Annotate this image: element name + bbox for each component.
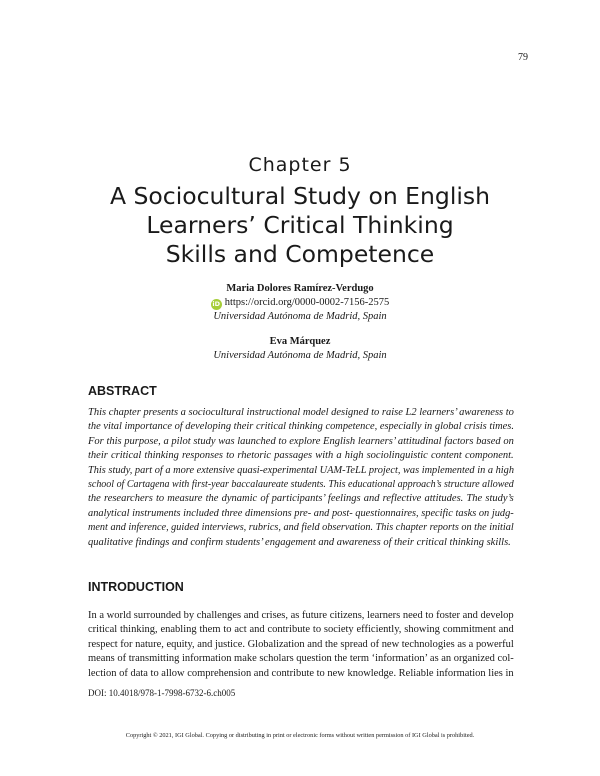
introduction-heading: INTRODUCTION: [88, 580, 184, 594]
title-line: Skills and Competence: [165, 240, 435, 268]
text-line: means of transmitting information make scholars question the term ‘information’ as an organized col-: [88, 653, 514, 665]
author-name: Maria Dolores Ramírez-Verdugo: [226, 283, 374, 294]
title-line: Learners’ Critical Thinking: [146, 211, 454, 239]
author-orcid: [0, 297, 600, 310]
text-line: critical thinking, enabling them to act and contribute to society efficiently, showing commitment and: [88, 624, 514, 636]
doi[interactable]: DOI: 10.4018/978-1-7998-6732-6.ch005: [88, 688, 236, 698]
orcid-link[interactable]: https://orcid.org/0000-0002-7156-2575: [224, 297, 390, 308]
text-line: the researchers to measure the dynamic of participants’ feelings and reflective attitudes. The study’s: [88, 493, 514, 505]
author-affiliation: Universidad Autónoma de Madrid, Spain: [213, 350, 387, 361]
abstract-heading: ABSTRACT: [88, 384, 157, 398]
page-number: 79: [518, 52, 528, 63]
text-line: This chapter presents a sociocultural instructional model designed to raise L2 learners’ awareness to: [88, 407, 514, 418]
text-line: lection of data to allow comprehension and contribute to new knowledge. Reliable information lies in: [88, 667, 514, 679]
text-line: the vital importance of developing their critical thinking competence, especially in global crisis times.: [88, 421, 514, 433]
abstract-text: [88, 406, 514, 550]
text-line: qualitative findings and confirm students’ engagement and awareness of their critical thinking skills.: [88, 536, 511, 548]
author-affiliation: Universidad Autónoma de Madrid, Spain: [213, 311, 387, 322]
text-line: This study, part of a more extensive quasi-experimental UAM-TeLL project, was implemented in a high: [88, 464, 515, 476]
text-line: analytical instruments included three dimensions pre- and post- questionnaires, specific tasks on judg-: [88, 507, 514, 519]
text-line: respect for nature, equity, and justice. Globalization and the spread of new technologies as a powerful: [88, 638, 514, 650]
author-name: Eva Márquez: [269, 336, 331, 347]
text-line: ment and inference, guided interviews, rubrics, and field observation. This chapter reports on the initial: [88, 522, 514, 534]
text-line: their critical thinking responses to rhetoric passages with a high sociolinguistic content component.: [88, 450, 514, 462]
text-line: For this purpose, a pilot study was launched to explore English learners’ attitudinal factors based on: [88, 435, 514, 447]
chapter-label: Chapter 5: [248, 154, 352, 176]
text-line: school of Cartagena with first-year baccalaureate students. This educational approach’s structure allowed: [88, 479, 514, 491]
title-line: A Sociocultural Study on English: [109, 182, 491, 210]
text-line: In a world surrounded by challenges and crises, as future citizens, learners need to foster and develop: [88, 610, 514, 621]
orcid-icon[interactable]: iD: [212, 300, 221, 308]
copyright-notice: Copyright © 2021, IGI Global. Copying or distributing in print or electronic forms without written permission of IGI Global is prohibited.: [125, 732, 475, 739]
introduction-text: [88, 609, 514, 681]
chapter-title: [60, 182, 540, 269]
